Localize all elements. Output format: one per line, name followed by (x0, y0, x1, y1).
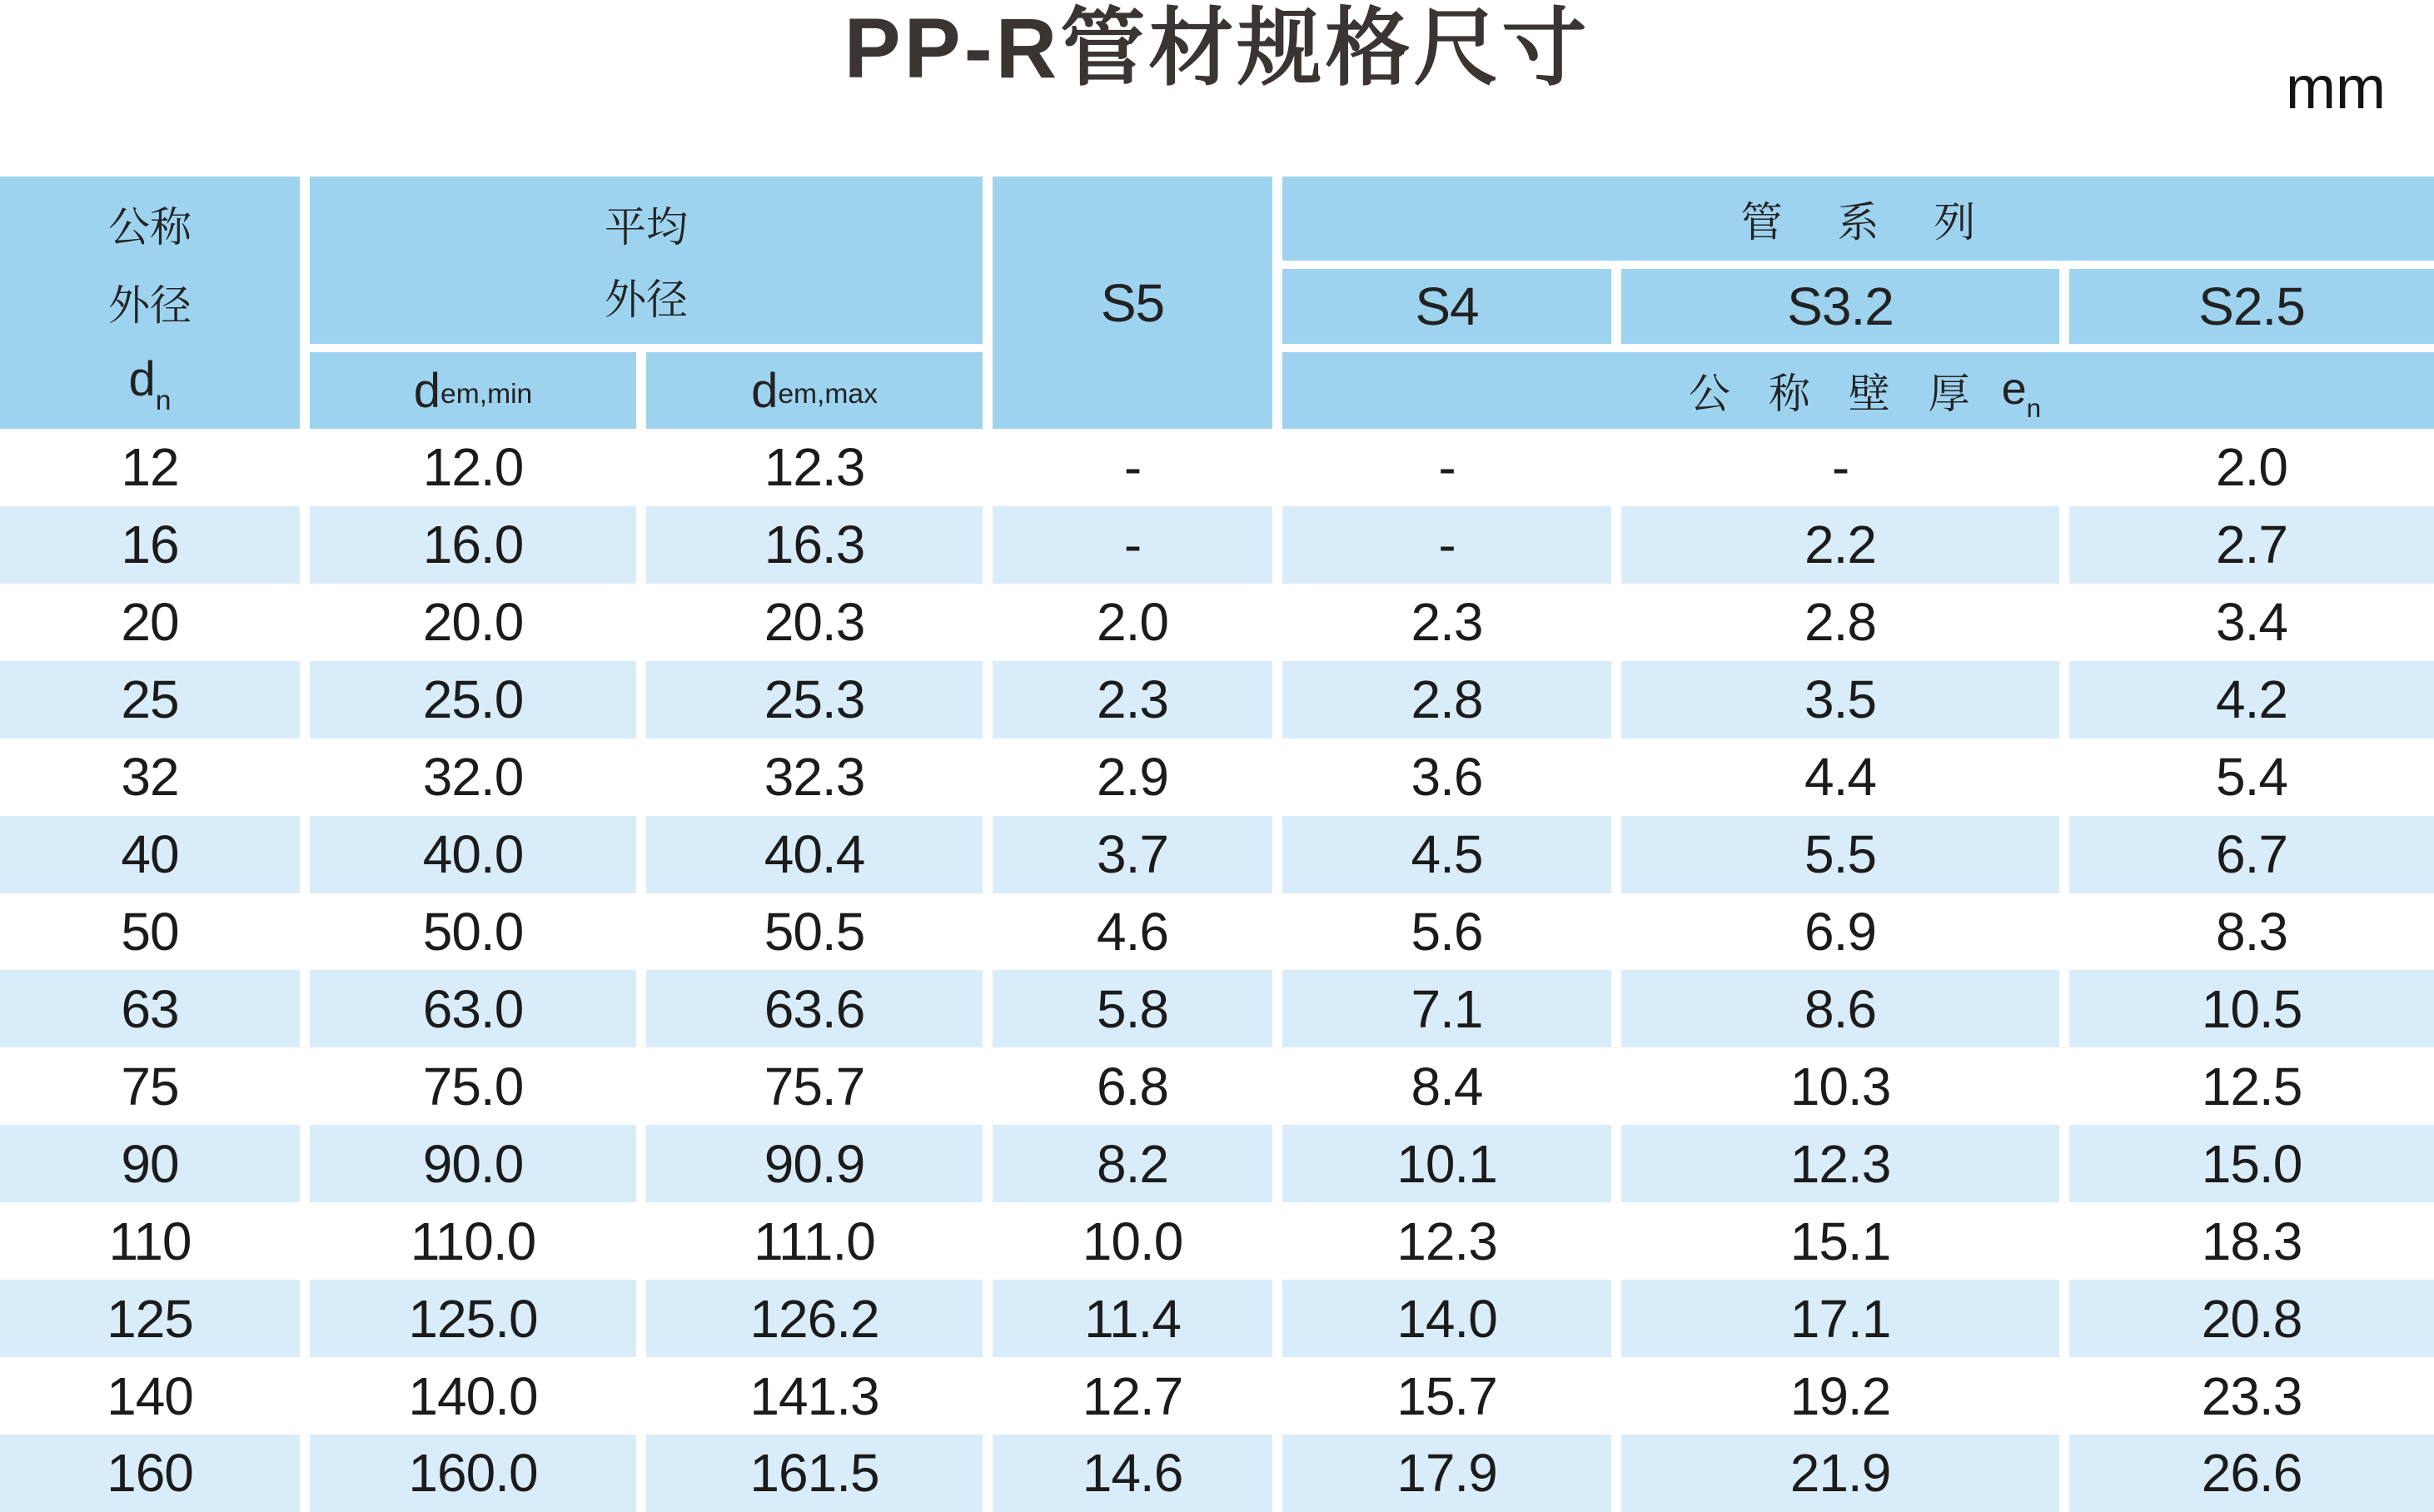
cell-dem-min: 40.0 (310, 816, 636, 893)
table-row (0, 1357, 2434, 1435)
cell-s3-2: 17.1 (1621, 1280, 2059, 1357)
cell-s2-5: 2.7 (2069, 506, 2434, 584)
cell-dem-min: 32.0 (310, 739, 636, 816)
cell-s5: 2.9 (993, 739, 1272, 816)
cell-s4: 4.5 (1282, 816, 1611, 893)
cell-s2-5: 5.4 (2069, 739, 2434, 816)
table-row (0, 1435, 2434, 1512)
cell-s4: 5.6 (1282, 893, 1611, 971)
cell-s5: - (993, 506, 1272, 584)
cell-dn: 20 (0, 584, 300, 661)
cell-s4: 14.0 (1282, 1280, 1611, 1357)
header-nominal-od-line1: 公称 (108, 204, 192, 251)
cell-s2-5: 15.0 (2069, 1125, 2434, 1202)
cell-dem-min: 12.0 (310, 429, 636, 506)
cell-dem-max: 25.3 (646, 661, 983, 739)
cell-s5: 8.2 (993, 1125, 1272, 1202)
cell-dem-min: 63.0 (310, 970, 636, 1047)
cell-dn: 63 (0, 970, 300, 1047)
header-avg-od-line2: 外径 (605, 276, 688, 323)
cell-s3-2: 2.8 (1621, 584, 2059, 661)
cell-s5: 11.4 (993, 1280, 1272, 1357)
header-wall-thickness: 公 称 壁 厚 $e_n$ (1282, 352, 2434, 429)
table-body (0, 429, 2434, 1512)
cell-dn: 110 (0, 1202, 300, 1280)
cell-s2-5: 2.0 (2069, 429, 2434, 506)
table-row (0, 584, 2434, 661)
page-title: PP-R管材规格尺寸 (844, 1, 1590, 96)
cell-dem-max: 40.4 (646, 816, 983, 893)
cell-dn: 16 (0, 506, 300, 584)
cell-s2-5: 8.3 (2069, 893, 2434, 971)
cell-s4: 10.1 (1282, 1125, 1611, 1202)
cell-s3-2: 4.4 (1621, 739, 2059, 816)
cell-s5: 2.0 (993, 584, 1272, 661)
cell-dem-max: 12.3 (646, 429, 983, 506)
cell-s3-2: 3.5 (1621, 661, 2059, 739)
cell-dem-max: 75.7 (646, 1047, 983, 1125)
cell-s3-2: 2.2 (1621, 506, 2059, 584)
cell-dn: 12 (0, 429, 300, 506)
cell-s5: 3.7 (993, 816, 1272, 893)
header-nominal-od-line2: 外径 (108, 282, 192, 330)
cell-dem-max: 32.3 (646, 739, 983, 816)
table-row (0, 739, 2434, 816)
table-row (0, 506, 2434, 584)
cell-s4: 2.8 (1282, 661, 1611, 739)
header-s2-5: S2.5 (2069, 269, 2434, 344)
cell-dn: 125 (0, 1280, 300, 1357)
cell-s4: 17.9 (1282, 1435, 1611, 1512)
header-dem-min: d $_{em,min}$ (310, 352, 636, 429)
cell-s4: - (1282, 506, 1611, 584)
cell-s3-2: 15.1 (1621, 1202, 2059, 1280)
cell-s3-2: 19.2 (1621, 1357, 2059, 1435)
cell-s2-5: 20.8 (2069, 1280, 2434, 1357)
spec-table (0, 177, 2434, 1512)
cell-dn: 75 (0, 1047, 300, 1125)
cell-dn: 32 (0, 739, 300, 816)
cell-dem-max: 16.3 (646, 506, 983, 584)
header-s3-2: S3.2 (1621, 269, 2059, 344)
header-s5: S5 (993, 177, 1272, 429)
unit-label: mm (2286, 55, 2386, 122)
cell-dem-max: 161.5 (646, 1435, 983, 1512)
cell-s2-5: 26.6 (2069, 1435, 2434, 1512)
cell-s4: 12.3 (1282, 1202, 1611, 1280)
cell-dem-max: 111.0 (646, 1202, 983, 1280)
cell-dem-max: 20.3 (646, 584, 983, 661)
table-row (0, 661, 2434, 739)
cell-s3-2: 8.6 (1621, 970, 2059, 1047)
cell-dem-max: 90.9 (646, 1125, 983, 1202)
cell-s2-5: 4.2 (2069, 661, 2434, 739)
cell-s5: 6.8 (993, 1047, 1272, 1125)
cell-dem-min: 16.0 (310, 506, 636, 584)
cell-s2-5: 3.4 (2069, 584, 2434, 661)
cell-s3-2: 21.9 (1621, 1435, 2059, 1512)
cell-s2-5: 23.3 (2069, 1357, 2434, 1435)
cell-dem-max: 126.2 (646, 1280, 983, 1357)
cell-dn: 160 (0, 1435, 300, 1512)
header-s4: S4 (1282, 269, 1611, 344)
cell-dn: 40 (0, 816, 300, 893)
cell-dem-min: 90.0 (310, 1125, 636, 1202)
cell-dem-max: 141.3 (646, 1357, 983, 1435)
header-dem-max: d $_{em,max}$ (646, 352, 983, 429)
cell-s4: 3.6 (1282, 739, 1611, 816)
table-row (0, 816, 2434, 893)
table-row (0, 1047, 2434, 1125)
cell-dem-min: 160.0 (310, 1435, 636, 1512)
cell-dem-min: 25.0 (310, 661, 636, 739)
header-en-symbol: $e_n$ (2001, 363, 2042, 424)
header-avg-od (310, 177, 983, 344)
cell-dem-min: 140.0 (310, 1357, 636, 1435)
cell-s3-2: 5.5 (1621, 816, 2059, 893)
header-dn-symbol: $d_n$ (128, 351, 172, 416)
cell-s3-2: 10.3 (1621, 1047, 2059, 1125)
cell-s3-2: - (1621, 429, 2059, 506)
cell-s2-5: 10.5 (2069, 970, 2434, 1047)
cell-dem-min: 75.0 (310, 1047, 636, 1125)
cell-s4: 15.7 (1282, 1357, 1611, 1435)
header-pipe-series: 管 系 列 (1282, 177, 2434, 261)
header-avg-od-line1: 平均 (605, 204, 688, 251)
cell-s4: 7.1 (1282, 970, 1611, 1047)
cell-dem-min: 110.0 (310, 1202, 636, 1280)
cell-dem-max: 50.5 (646, 893, 983, 971)
cell-s5: - (993, 429, 1272, 506)
cell-dn: 140 (0, 1357, 300, 1435)
cell-dem-min: 20.0 (310, 584, 636, 661)
table-row (0, 970, 2434, 1047)
cell-dn: 90 (0, 1125, 300, 1202)
table-row (0, 1202, 2434, 1280)
cell-s5: 5.8 (993, 970, 1272, 1047)
header-nominal-od (0, 177, 300, 429)
table-row (0, 429, 2434, 506)
cell-s2-5: 18.3 (2069, 1202, 2434, 1280)
cell-s4: 8.4 (1282, 1047, 1611, 1125)
cell-s5: 12.7 (993, 1357, 1272, 1435)
cell-dn: 50 (0, 893, 300, 971)
table-row (0, 1280, 2434, 1357)
cell-s3-2: 6.9 (1621, 893, 2059, 971)
cell-dem-max: 63.6 (646, 970, 983, 1047)
cell-s2-5: 12.5 (2069, 1047, 2434, 1125)
table-header (0, 177, 2434, 429)
cell-s5: 10.0 (993, 1202, 1272, 1280)
cell-dn: 25 (0, 661, 300, 739)
table-row (0, 1125, 2434, 1202)
cell-s2-5: 6.7 (2069, 816, 2434, 893)
cell-dem-min: 50.0 (310, 893, 636, 971)
cell-dem-min: 125.0 (310, 1280, 636, 1357)
table-row (0, 893, 2434, 971)
cell-s4: 2.3 (1282, 584, 1611, 661)
cell-s3-2: 12.3 (1621, 1125, 2059, 1202)
cell-s5: 2.3 (993, 661, 1272, 739)
cell-s5: 14.6 (993, 1435, 1272, 1512)
cell-s4: - (1282, 429, 1611, 506)
cell-s5: 4.6 (993, 893, 1272, 971)
